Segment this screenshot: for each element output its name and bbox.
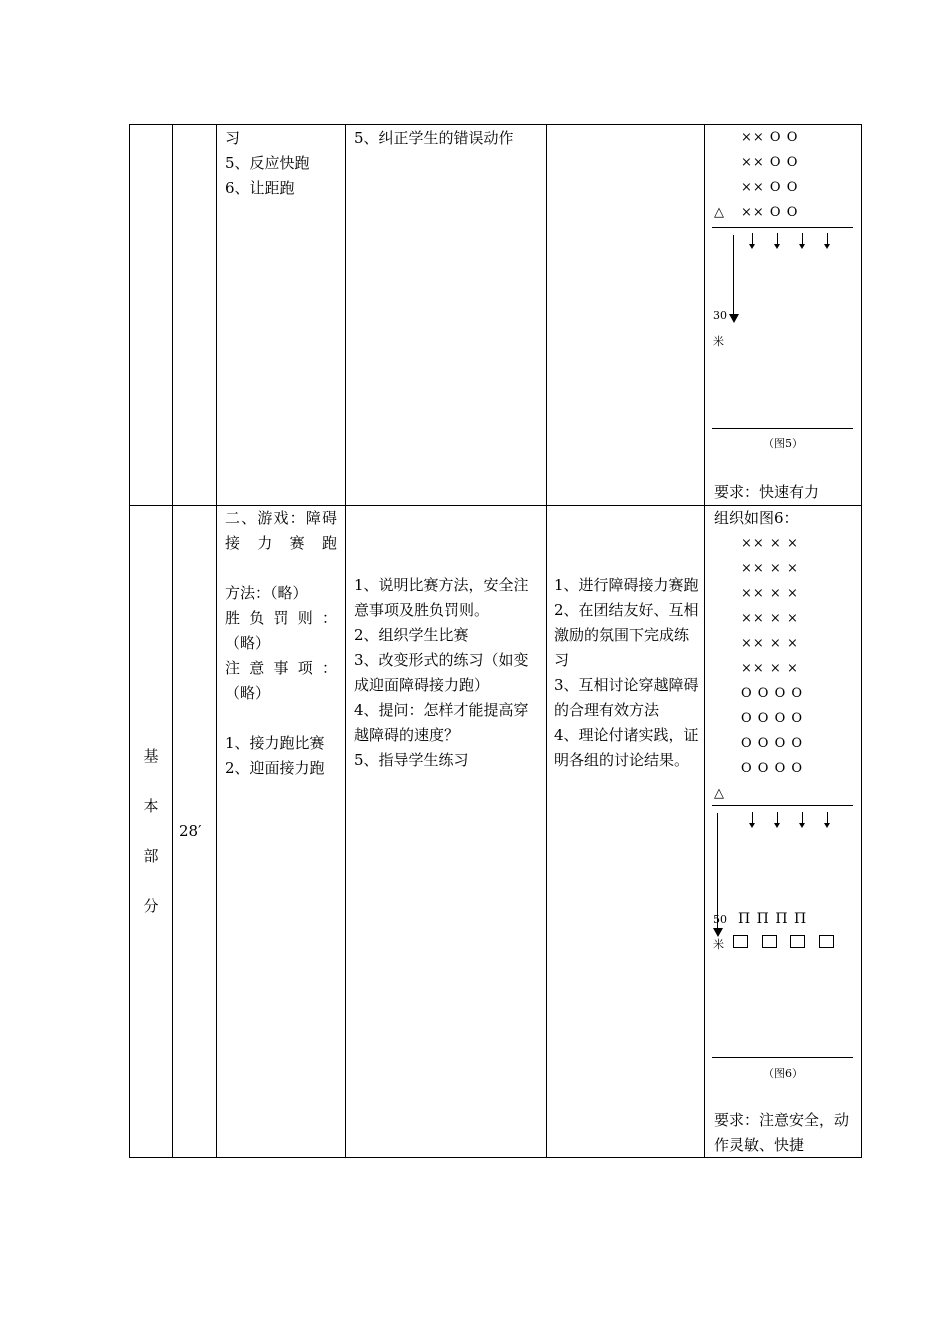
content-note-value: （略） xyxy=(225,684,271,702)
arrow-down-icon xyxy=(752,233,753,245)
formation-row: ×× O O xyxy=(741,180,799,195)
distance-arrow-icon xyxy=(733,235,734,315)
formation-row: ×× O O xyxy=(741,155,799,170)
arrow-down-icon xyxy=(777,812,778,824)
column-divider xyxy=(345,125,346,1157)
content-items: 1、接力跑比赛 2、迎面接力跑 xyxy=(225,734,325,777)
column-divider xyxy=(546,125,547,1157)
content-rule-label: 胜负罚则： xyxy=(225,609,337,627)
section-char: 分 xyxy=(143,897,159,915)
figure-caption: （图6） xyxy=(763,1067,803,1080)
formation-row: ×× × × xyxy=(741,561,799,576)
distance-number: 50 xyxy=(713,913,727,926)
arrow-down-icon xyxy=(827,233,828,245)
obstacle-box-icon xyxy=(762,935,777,948)
hurdle-row: Π Π Π Π xyxy=(738,911,808,927)
distance-number: 30 xyxy=(713,309,727,322)
arrow-down-icon xyxy=(827,812,828,824)
obstacle-box-icon xyxy=(819,935,834,948)
lesson-plan-table xyxy=(129,124,862,1158)
row2-content xyxy=(225,506,337,781)
start-line xyxy=(712,805,853,806)
column-divider xyxy=(216,125,217,1157)
section-char: 本 xyxy=(143,797,159,815)
section-char: 部 xyxy=(143,847,159,865)
content-rule-value: （略） xyxy=(225,634,271,652)
finish-line xyxy=(712,1057,853,1058)
arrow-down-icon xyxy=(777,233,778,245)
content-method: 方法：（略） xyxy=(225,584,308,602)
formation-row: ×× × × xyxy=(741,536,799,551)
row1-content: 习 5、反应快跑 6、让距跑 xyxy=(225,129,310,197)
arrow-down-icon xyxy=(802,812,803,824)
formation-row: ×× O O xyxy=(741,130,799,145)
content-note-label: 注意事项： xyxy=(225,659,337,677)
formation-row: ×× × × xyxy=(741,661,799,676)
distance-unit: 米 xyxy=(713,335,724,348)
section-char: 基 xyxy=(143,747,159,765)
figure-caption: （图5） xyxy=(763,437,803,450)
formation-row: ×× × × xyxy=(741,586,799,601)
formation-row: O O O O xyxy=(741,736,804,751)
row1-teacher-activity: 5、纠正学生的错误动作 xyxy=(354,129,514,147)
arrow-down-icon xyxy=(802,233,803,245)
figure-requirement: 要求：注意安全，动作灵敏、快捷 xyxy=(714,1111,850,1154)
content-title: 二、游戏：障碍接力赛跑 xyxy=(225,509,337,552)
row2-student-activity: 1、进行障碍接力赛跑 2、在团结友好、互相激励的氛围下完成练习 3、互相讨论穿越障碍的合理有效方法 4、理论付诸实践，证明各组的讨论结果。 xyxy=(554,576,699,769)
obstacle-box-icon xyxy=(790,935,805,948)
triangle-icon: △ xyxy=(714,786,725,801)
start-line xyxy=(712,227,853,228)
distance-unit: 米 xyxy=(713,938,724,951)
distance-arrow-icon xyxy=(717,813,718,929)
figure-requirement: 要求：快速有力 xyxy=(714,483,820,501)
time-allotment: 28′ xyxy=(179,822,202,840)
triangle-icon: △ xyxy=(714,205,725,220)
figure-intro: 组织如图6： xyxy=(714,509,799,527)
arrow-down-icon xyxy=(752,812,753,824)
formation-row: ×× × × xyxy=(741,611,799,626)
finish-line xyxy=(712,428,853,429)
section-label xyxy=(130,745,172,945)
column-divider xyxy=(172,125,173,1157)
formation-row: O O O O xyxy=(741,761,804,776)
column-divider xyxy=(704,125,705,1157)
row2-teacher-activity: 1、说明比赛方法，安全注意事项及胜负罚则。 2、组织学生比赛 3、改变形式的练习（如变成迎面障碍接力跑） 4、提问：怎样才能提高穿越障碍的速度？ 5、指导学生练习 xyxy=(354,576,529,769)
formation-row: ×× × × xyxy=(741,636,799,651)
formation-row: O O O O xyxy=(741,711,804,726)
formation-row: O O O O xyxy=(741,686,804,701)
formation-row: ×× O O xyxy=(741,205,799,220)
obstacle-box-icon xyxy=(733,935,748,948)
